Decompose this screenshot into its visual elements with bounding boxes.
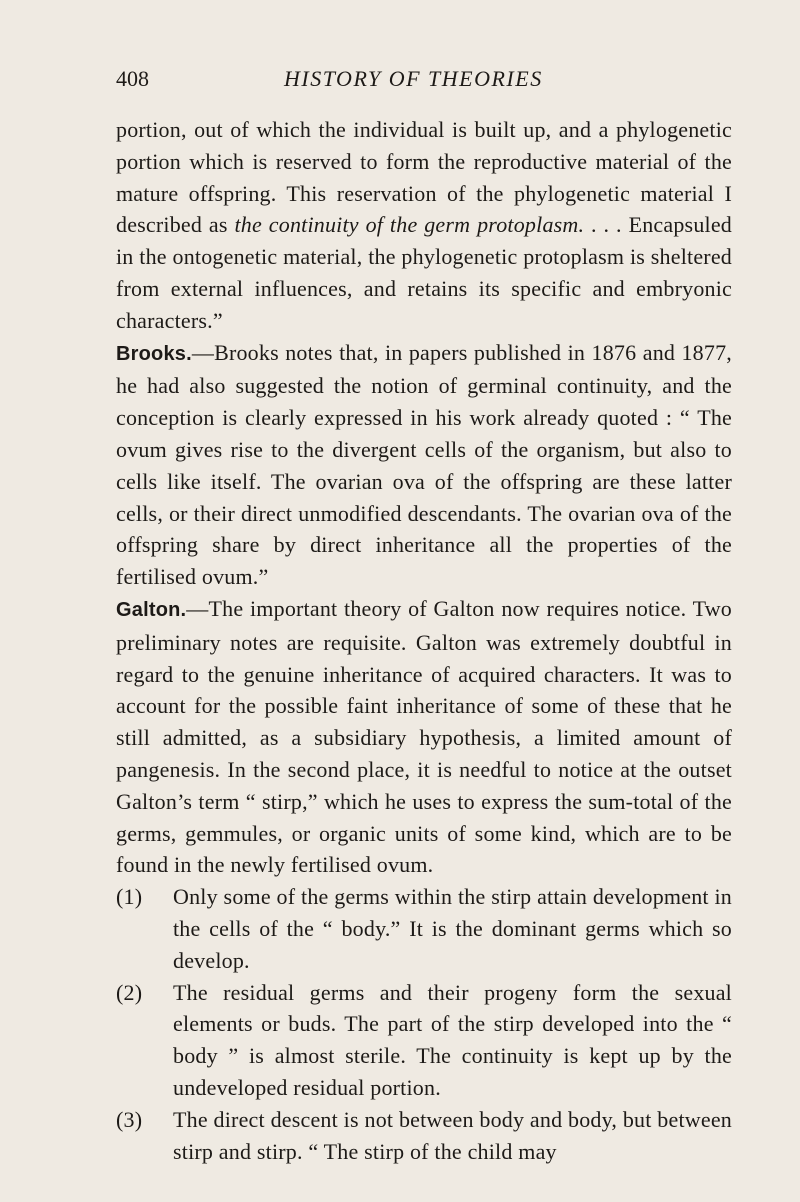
list-item-text: Only some of the germs within the stirp attain development in the cells of the “ body.” It is the dominant germs which so develop. <box>173 884 732 973</box>
section-heading-brooks: Brooks. <box>116 342 192 365</box>
paragraph-text: —Brooks notes that, in papers published in 1876 and 1877, he had also suggested the notion of germinal continuity, and the conception is clearly expressed in his work already quoted : “ The ovum gives rise to the divergent cells of the organism, but also to cells like itself. The ovarian ova of the offspring are these latter cells, or their direct unmodified descendants. The ovarian ova of the offspring share by direct inheritance all the properties of the fertilised ovum.” <box>116 339 732 590</box>
paragraph-brooks <box>116 337 732 593</box>
body-text <box>116 114 732 1167</box>
italic-quote: the continuity of the germ protoplasm. <box>234 212 585 238</box>
running-title: HISTORY OF THEORIES <box>284 66 543 91</box>
paragraph-text: —The important theory of Galton now requires notice. Two preliminary notes are requisite. Galton was extremely doubtful in regard to the genuine inheritance of acquired characters. It was to account for the possible faint inheritance of some of these that he still admitted, as a subsidiary hypothesis, a limited amount of pangenesis. In the second place, it is needful to notice at the outset Galton’s term “ stirp,” which he uses to express the sum-total of the germs, gemmules, or organic units of some kind, which are to be found in the newly fertilised ovum. <box>116 595 732 878</box>
list-item <box>116 1104 732 1168</box>
list-item <box>116 881 732 976</box>
list-item-number: (1) <box>116 884 143 910</box>
list-item-text: The residual germs and their progeny form the sexual elements or buds. The part of the stirp developed into the “ body ” is almost sterile. The continuity is kept up by the undeveloped residual portion. <box>173 979 732 1100</box>
paragraph-text: portion, out of which the individual is built up, and a phylogenetic portion which is reserved to form the reproductive material of the mature offspring. This reservation of the phylogenetic material I described as <box>116 117 732 238</box>
paragraph-continuation <box>116 114 732 337</box>
paragraph-text: . . . Encapsuled in the ontogenetic material, the phylogenetic protoplasm is sheltered from external influences, and retains its specific and embryonic characters.” <box>116 212 732 333</box>
section-heading-galton: Galton. <box>116 598 187 621</box>
list-item <box>116 977 732 1104</box>
page-number: 408 <box>116 66 149 91</box>
list-item-number: (3) <box>116 1106 143 1132</box>
list-item-text: The direct descent is not between body and body, but between stirp and stirp. “ The stirp of the child may <box>173 1106 732 1164</box>
list-item-number: (2) <box>116 979 143 1005</box>
page-header <box>116 66 716 100</box>
paragraph-galton <box>116 593 732 881</box>
